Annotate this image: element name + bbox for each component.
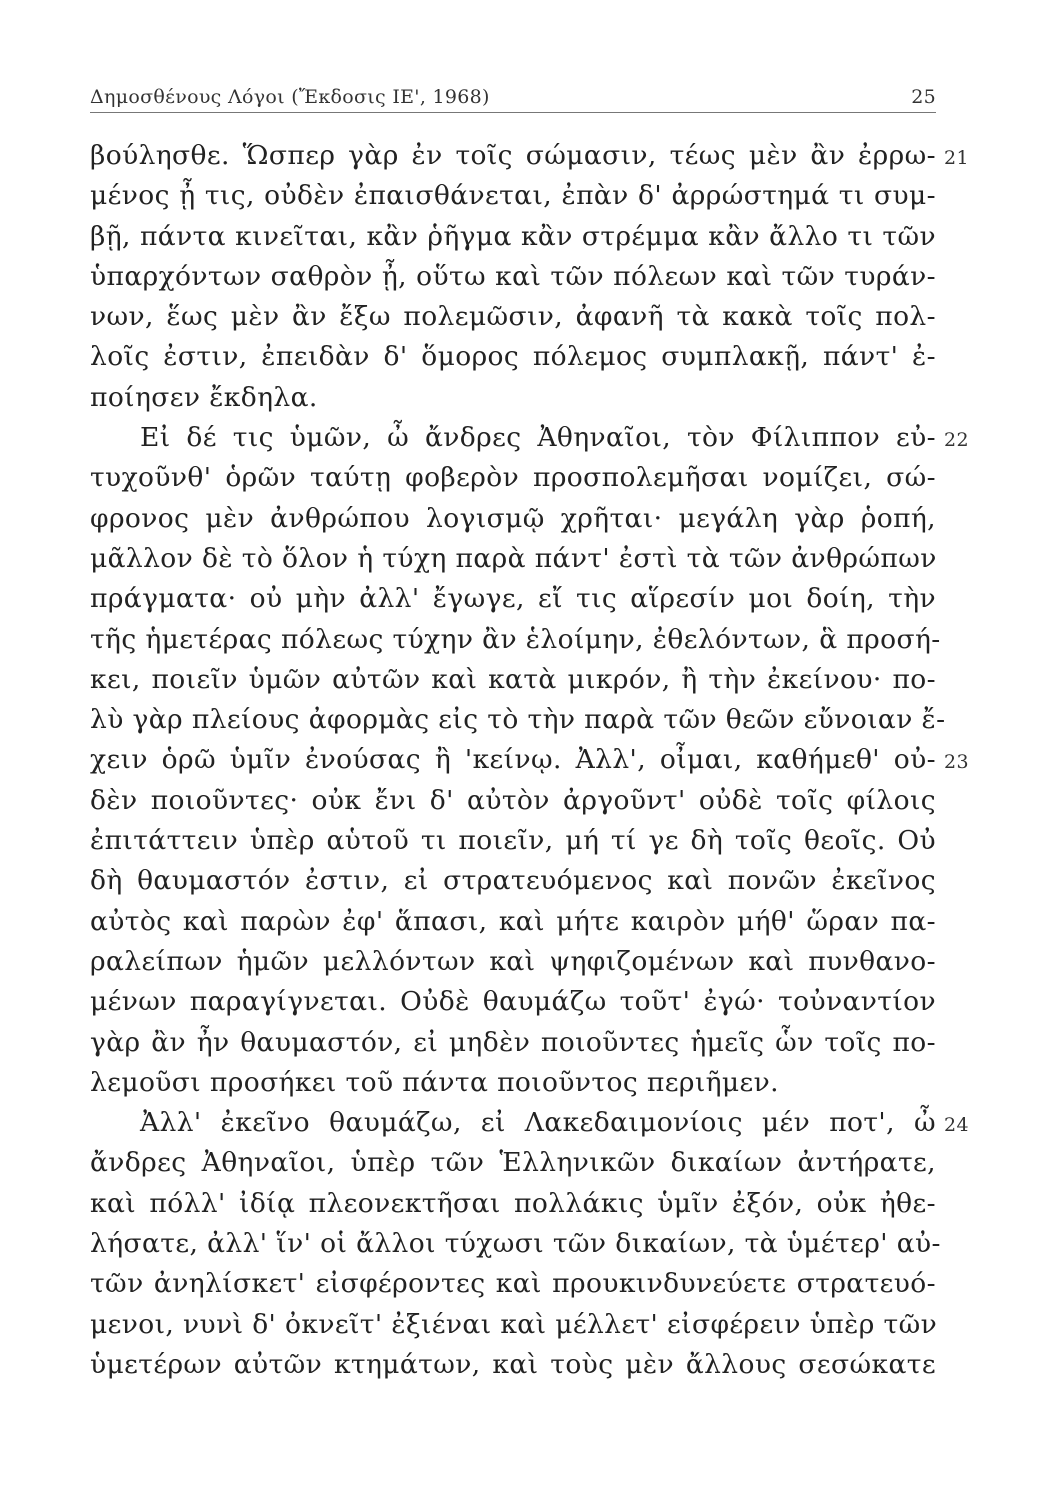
line-text: μένος ᾖ τις, οὐδὲν ἐπαισθάνεται, ἐπὰν δ' ἀρρώστημά τι συμ- <box>90 180 936 212</box>
text-line <box>90 297 936 337</box>
line-text: νων, ἕως μὲν ἂν ἔξω πολεμῶσιν, ἀφανῆ τὰ κακὰ τοῖς πολ- <box>90 301 936 333</box>
section-number: 24 <box>944 1114 969 1137</box>
line-text: μενοι, νυνὶ δ' ὀκνεῖτ' ἐξιέναι καὶ μέλλετ' εἰσφέρειν ὑπὲρ τῶν <box>90 1308 938 1340</box>
line-text: ὑπαρχόντων σαθρὸν ᾖ, οὕτω καὶ τῶν πόλεων καὶ τῶν τυράν- <box>90 260 936 292</box>
text-line <box>90 1305 936 1345</box>
line-text: χειν ὁρῶ ὑμῖν ἐνούσας ἢ 'κείνῳ. Ἀλλ', οἶμαι, καθήμεθ' οὐ- <box>90 744 936 776</box>
text-line <box>90 982 936 1022</box>
text-line <box>90 1224 941 1264</box>
line-text: γὰρ ἂν ἦν θαυμαστόν, εἰ μηδὲν ποιοῦντες ἡμεῖς ὧν τοῖς πο- <box>90 1026 936 1058</box>
text-line <box>90 1063 936 1103</box>
line-text: μένων παραγίγνεται. Οὐδὲ θαυμάζω τοῦτ' ἐγώ· τοὐναντίον <box>90 986 936 1018</box>
line-text: δὲν ποιοῦντες· οὐκ ἔνι δ' αὐτὸν ἀργοῦντ' οὐδὲ τοῖς φίλοις <box>90 784 936 816</box>
line-text: μᾶλλον δὲ τὸ ὅλον ἡ τύχη παρὰ πάντ' ἐστὶ τὰ τῶν ἀνθρώπων <box>90 542 937 574</box>
text-line <box>90 942 936 982</box>
line-text: λήσατε, ἀλλ' ἵν' οἱ ἄλλοι τύχωσι τῶν δικαίων, τὰ ὑμέτερ' αὐ- <box>90 1228 941 1260</box>
text-line <box>90 1143 936 1183</box>
text-line <box>90 378 936 418</box>
text-line <box>90 458 936 498</box>
line-text: λὺ γὰρ πλείους ἀφορμὰς εἰς τὸ τὴν παρὰ τῶν θεῶν εὔνοιαν ἔ- <box>90 704 946 736</box>
line-text: ὑμετέρων αὐτῶν κτημάτων, καὶ τοὺς μὲν ἄλλους σεσώκατε <box>90 1348 936 1380</box>
text-line <box>90 499 936 539</box>
text-line <box>90 700 946 740</box>
text-line <box>90 1345 936 1385</box>
text-line <box>90 1103 969 1143</box>
line-text: ἐπιτάττειν ὑπὲρ αὑτοῦ τι ποιεῖν, μή τί γε δὴ τοῖς θεοῖς. Οὐ <box>90 825 936 857</box>
text-line <box>90 740 969 780</box>
running-header <box>90 86 936 113</box>
text-line <box>90 620 941 660</box>
line-text: Ἀλλ' ἐκεῖνο θαυμάζω, εἰ Λακεδαιμονίοις μέν ποτ', ὦ <box>140 1107 936 1139</box>
page-number: 25 <box>911 86 936 108</box>
text-line <box>90 217 936 257</box>
line-text: ἄνδρες Ἀθηναῖοι, ὑπὲρ τῶν Ἑλληνικῶν δικαίων ἀντήρατε, <box>90 1147 936 1179</box>
line-text: βούλησθε. Ὥσπερ γὰρ ἐν τοῖς σώμασιν, τέως μὲν ἂν ἐρρω- <box>90 140 936 171</box>
section-number: 21 <box>944 147 969 169</box>
text-line <box>90 1264 936 1304</box>
text-line <box>90 821 936 861</box>
line-text: τῶν ἀνηλίσκετ' εἰσφέροντες καὶ προυκινδυνεύετε στρατευό- <box>90 1268 936 1300</box>
line-text: λοῖς ἐστιν, ἐπειδὰν δ' ὅμορος πόλεμος συμπλακῇ, πάντ' ἐ- <box>90 341 936 373</box>
text-line <box>90 418 969 458</box>
text-line <box>90 579 936 619</box>
text-line <box>90 861 936 901</box>
line-text: Εἰ δέ τις ὑμῶν, ὦ ἄνδρες Ἀθηναῖοι, τὸν Φίλιππον εὐ- <box>140 422 936 454</box>
text-line <box>90 902 936 942</box>
line-text: κει, ποιεῖν ὑμῶν αὐτῶν καὶ κατὰ μικρόν, ἢ τὴν ἐκείνου· πο- <box>90 663 936 695</box>
text-line <box>90 781 936 821</box>
text-line <box>90 1023 936 1063</box>
text-line <box>90 660 936 700</box>
text-line <box>90 257 936 297</box>
text-line <box>90 539 936 579</box>
line-text: καὶ πόλλ' ἰδίᾳ πλεονεκτῆσαι πολλάκις ὑμῖν ἐξόν, οὐκ ἠθε- <box>90 1187 936 1219</box>
line-text: πράγματα· οὐ μὴν ἀλλ' ἔγωγε, εἴ τις αἵρεσίν μοι δοίη, τὴν <box>90 583 936 615</box>
line-text: ραλείπων ἡμῶν μελλόντων καὶ ψηφιζομένων καὶ πυνθανο- <box>90 945 936 977</box>
running-title: Δημοσθένους Λόγοι (Ἔκδοσις ΙΕ', 1968) <box>90 86 490 108</box>
text-line <box>90 136 969 176</box>
line-text: λεμοῦσι προσήκει τοῦ πάντα ποιοῦντος περιῆμεν. <box>90 1066 779 1098</box>
line-text: τῆς ἡμετέρας πόλεως τύχην ἂν ἑλοίμην, ἐθελόντων, ἃ προσή- <box>90 623 941 655</box>
text-line <box>90 337 936 377</box>
body-text <box>90 136 969 1385</box>
line-text: βῇ, πάντα κινεῖται, κἂν ῥῆγμα κἂν στρέμμα κἂν ἄλλο τι τῶν <box>90 220 936 252</box>
line-text: ποίησεν ἔκδηλα. <box>90 381 318 413</box>
line-text: αὐτὸς καὶ παρὼν ἐφ' ἅπασι, καὶ μήτε καιρὸν μήθ' ὥραν πα- <box>90 905 936 937</box>
line-text: τυχοῦνθ' ὁρῶν ταύτῃ φοβερὸν προσπολεμῆσαι νομίζει, σώ- <box>90 462 936 494</box>
line-text: φρονος μὲν ἀνθρώπου λογισμῷ χρῆται· μεγάλη γὰρ ῥοπή, <box>90 502 936 534</box>
text-line <box>90 1184 936 1224</box>
section-number: 23 <box>944 751 969 774</box>
text-line <box>90 176 936 216</box>
section-number: 22 <box>944 429 969 452</box>
line-text: δὴ θαυμαστόν ἐστιν, εἰ στρατευόμενος καὶ πονῶν ἐκεῖνος <box>90 865 936 897</box>
